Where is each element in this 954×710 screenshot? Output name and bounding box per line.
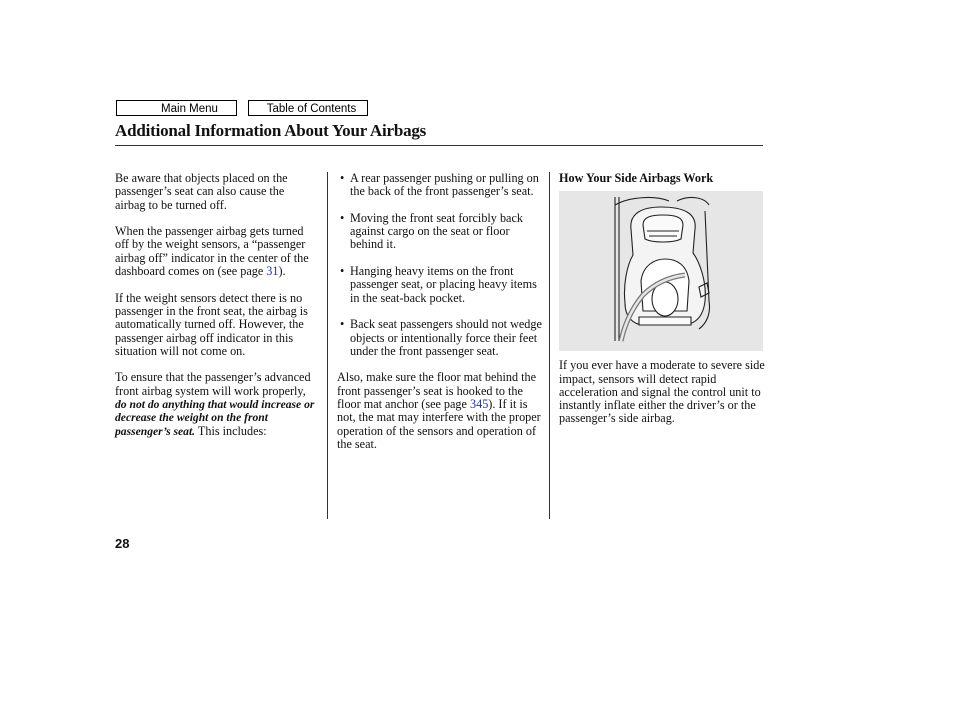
title-divider	[115, 145, 763, 146]
list-item: • Moving the front seat forcibly back against cargo on the seat or floor behind it.	[340, 210, 523, 252]
bullet-list	[337, 172, 543, 358]
bullet-icon: •	[340, 171, 345, 185]
seat-airbag-illustration	[559, 191, 763, 351]
paragraph-no-passenger: If the weight sensors detect there is no passenger in the front seat, the airbag is automatically turned off. However, the passenger airbag off indicator in this situation will not come on.	[115, 290, 308, 358]
column-divider	[327, 172, 328, 519]
column-right	[559, 172, 765, 439]
paragraph-text: To ensure that the passenger’s advanced front airbag system will work properly,	[115, 370, 311, 398]
paragraph-floor-mat	[337, 371, 543, 451]
section-heading: How Your Side Airbags Work	[559, 171, 714, 185]
main-menu-button[interactable]: Main Menu	[116, 100, 237, 116]
bullet-icon: •	[340, 210, 345, 225]
seat-airbag-icon	[559, 191, 763, 351]
paragraph-objects-on-seat: Be aware that objects placed on the passenger’s seat can also cause the airbag to be turned off.	[115, 171, 288, 212]
paragraph-text: ).	[278, 264, 286, 279]
bullet-icon: •	[340, 317, 345, 332]
page-number: 28	[115, 536, 130, 551]
column-middle	[337, 172, 543, 465]
bullet-icon: •	[340, 264, 345, 279]
page-title: Additional Information About Your Airbags	[115, 121, 427, 140]
list-item: • Back seat passengers should not wedge objects or intentionally force their feet under the front passenger seat.	[340, 317, 542, 358]
column-divider	[549, 172, 550, 519]
paragraph-airbag-off-indicator	[115, 225, 315, 278]
paragraph-side-impact: If you ever have a moderate to severe side impact, sensors will detect rapid acceleration and signal the control unit to instantly inflate either the driver’s or the passenger’s side airbag.	[559, 358, 765, 426]
paragraph-text: Also, make sure the floor mat behind the front passenger’s seat is hooked to the floor mat anchor (see page	[337, 370, 537, 412]
paragraph-text: This includes:	[197, 423, 267, 438]
list-item: • A rear passenger pushing or pulling on the back of the front passenger’s seat.	[340, 171, 539, 199]
paragraph-text: ). If it is not, the mat may interfere with the proper operation of the sensors and operation of the seat.	[337, 397, 541, 451]
column-left	[115, 172, 315, 451]
list-item: • Hanging heavy items on the front passenger seat, or placing heavy items in the seat-back pocket.	[340, 264, 537, 305]
page-link-345[interactable]: 345	[470, 397, 489, 412]
page-link-31[interactable]: 31	[266, 264, 279, 279]
paragraph-ensure-proper-work	[115, 371, 315, 437]
table-of-contents-button[interactable]: Table of Contents	[248, 100, 368, 116]
paragraph-text: When the passenger airbag gets turned off by the weight sensors, a “passenger airbag off” indicator in the center of the dashboard comes on (see page	[115, 224, 309, 279]
emphasis-warning: do not do anything that would increase or decrease the weight on the front passenger’s seat.	[115, 398, 315, 438]
